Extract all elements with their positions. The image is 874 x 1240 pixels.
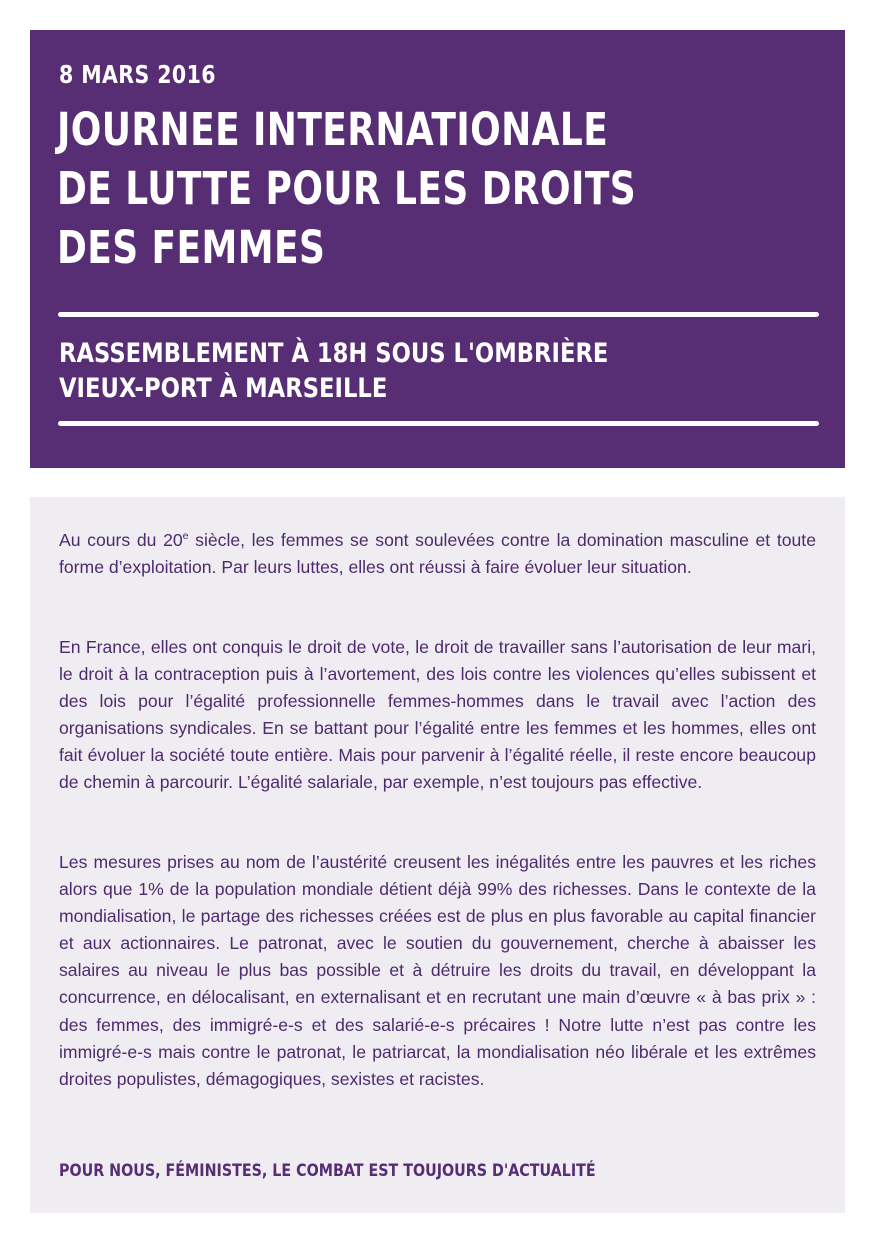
- divider-top: [58, 312, 819, 317]
- body-panel: [30, 497, 845, 1213]
- subtitle-line: VIEUX-PORT À MARSEILLE: [59, 373, 388, 404]
- page-title: [57, 100, 636, 277]
- subtitle-line: RASSEMBLEMENT À 18H SOUS L'OMBRIÈRE: [59, 338, 609, 369]
- title-line: DES FEMMES: [57, 221, 326, 274]
- paragraph-1: Au cours du 20e siècle, les femmes se sont soulevées contre la domination masculine et toute forme d’exploitation. Par leurs luttes, elles ont réussi à faire évoluer leur situation.: [59, 530, 816, 578]
- header-banner: [30, 30, 845, 468]
- tagline: POUR NOUS, FÉMINISTES, LE COMBAT EST TOUJOURS D'ACTUALITÉ: [59, 1161, 596, 1181]
- event-date: 8 MARS 2016: [59, 60, 216, 89]
- title-line: DE LUTTE POUR LES DROITS: [57, 162, 637, 215]
- paragraph-3: Les mesures prises au nom de l’austérité creusent les inégalités entre les pauvres et les riches alors que 1% de la population mondiale détient déjà 99% des richesses. Dans le contexte de la mondialisation, le partage des richesses créées est de plus en plus favorable au capital financier et aux actionnaires. Le patronat, avec le soutien du gouvernement, cherche à abaisser les salaires au niveau le plus bas possible et à détruire les droits du travail, en développant la concurrence, en délocalisant, en externalisant et en recrutant une main d’œuvre « à bas prix » : des femmes, des immigré-e-s et des salarié-e-s précaires ! Notre lutte n’est pas contre les immigré-e-s mais contre le patronat, le patriarcat, la mondialisation néo libérale et les extrêmes droites populistes, démagogiques, sexistes et racistes.: [59, 852, 816, 1089]
- divider-bottom: [58, 421, 819, 426]
- title-line: JOURNEE INTERNATIONALE: [57, 103, 609, 156]
- paragraph-2: En France, elles ont conquis le droit de vote, le droit de travailler sans l’autorisation de leur mari, le droit à la contraception puis à l’avortement, des lois contre les violences qu’elles subissent et des lois pour l’égalité professionnelle femmes-hommes dans le travail avec l’action des organisations syndicales. En se battant pour l’égalité entre les femmes et les hommes, elles ont fait évoluer la société toute entière. Mais pour parvenir à l’égalité réelle, il reste encore beaucoup de chemin à parcourir. L’égalité salariale, par exemple, n’est toujours pas effective.: [59, 637, 816, 793]
- event-subtitle: [59, 336, 608, 406]
